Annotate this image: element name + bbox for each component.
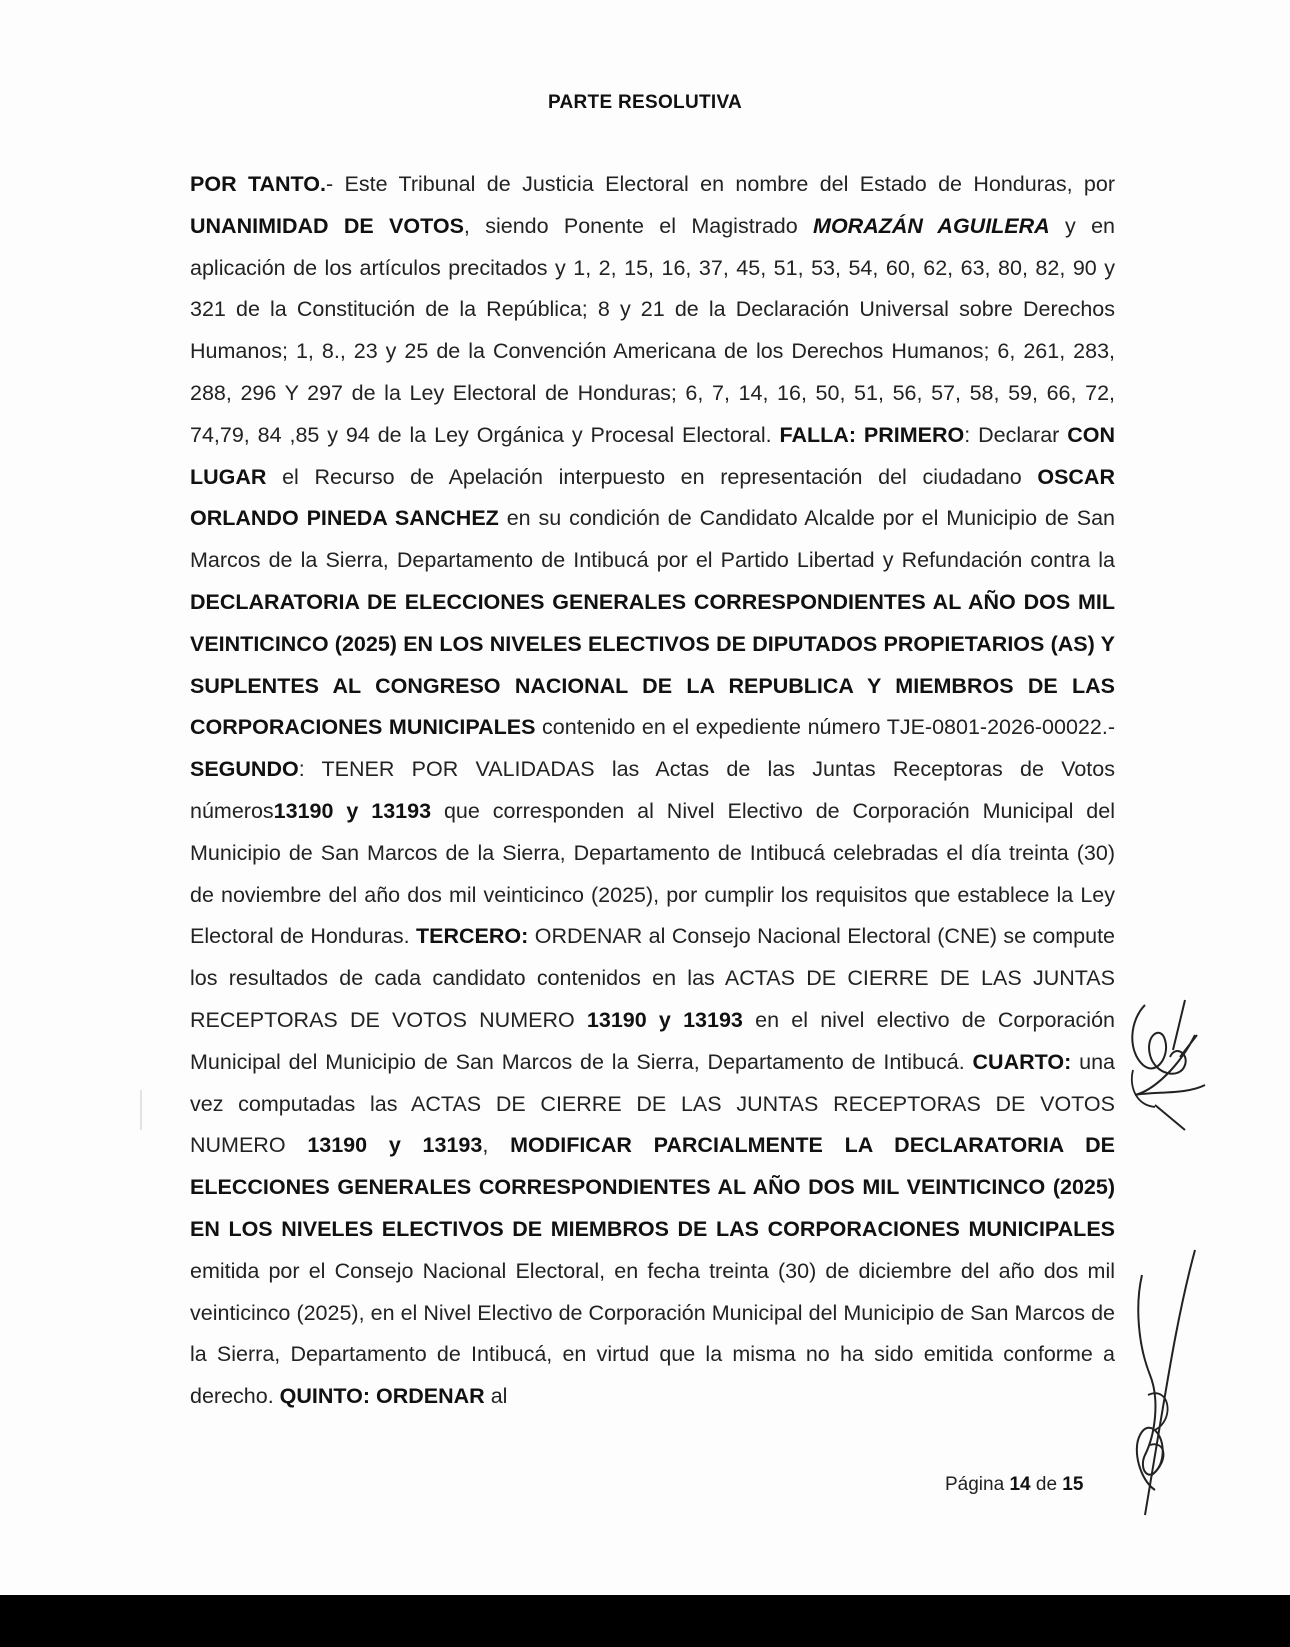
bold-run: TERCERO:	[416, 924, 529, 949]
text-run: emitida por el Consejo Nacional Electoral, en fecha treinta (30) de diciembre del año dos mil veinticinco (2025), en el Nivel Electivo de Corporación Municipal del Municipio de San Marcos de la Sierra, Departamento de Intibucá, en virtud que la misma no ha sido emitida conforme a derecho.	[190, 1258, 1115, 1409]
text-run: ,	[482, 1133, 511, 1158]
scan-mark	[140, 1090, 142, 1130]
bold-run: FALLA: PRIMERO	[779, 422, 965, 447]
bold-run: 13190 y 13193	[586, 1007, 743, 1032]
page-of: de	[1035, 1474, 1058, 1495]
bold-run: QUINTO: ORDENAR	[279, 1384, 485, 1409]
bold-run: 13190 y 13193	[307, 1133, 483, 1158]
text-run: en su condición de Candidato Alcalde por el Municipio de San Marcos de la Sierra, Departamento de Intibucá por el Partido Libertad y Refundación contra la	[190, 506, 1115, 573]
bold-run: SEGUNDO	[190, 757, 299, 782]
section-heading: PARTE RESOLUTIVA	[547, 92, 743, 113]
resolution-paragraph	[190, 164, 1115, 1418]
bold-run: MODIFICAR PARCIALMENTE LA DECLARATORIA DE ELECCIONES GENERALES CORRESPONDIENTES AL AÑO DOS MIL VEINTICINCO (2025) EN LOS NIVELES ELECTIVOS DE MIEMBROS DE LAS CORPORACIONES MUNICIPALES	[190, 1133, 1116, 1241]
text-run: : TENER POR VALIDADAS las Actas de las Juntas Receptoras de Votos números	[190, 757, 1115, 823]
bold-run: OSCAR ORLANDO PINEDA SANCHEZ	[190, 464, 1115, 531]
bold-run: CON LUGAR	[190, 422, 1116, 489]
bold-run: 13190 y 13193	[273, 798, 432, 823]
text-run: al	[484, 1384, 508, 1409]
text-run: ORDENAR al Consejo Nacional Electoral (CNE) se compute los resultados de cada candidato contenidos en las ACTAS DE CIERRE DE LAS JUNTAS RECEPTORAS DE VOTOS NUMERO	[190, 924, 1115, 1032]
text-run: una vez computadas las ACTAS DE CIERRE DE LAS JUNTAS RECEPTORAS DE VOTOS NUMERO	[190, 1049, 1115, 1158]
bold-run: CUARTO:	[972, 1049, 1072, 1074]
current-page: 14	[1009, 1474, 1031, 1495]
bold-run: MORAZÁN AGUILERA	[813, 213, 1050, 238]
scan-bottom-border	[0, 1595, 1290, 1647]
signature-initials-1	[1125, 995, 1215, 1135]
text-run: y en aplicación de los artículos precitados y 1, 2, 15, 16, 37, 45, 51, 53, 54, 60, 62, 63, 80, 82, 90 y 321 de la Constitución de la República; 8 y 21 de la Declaración Universal sobre Derechos Humanos; 1, 8., 23 y 25 de la Convención Americana de los Derechos Humanos; 6, 261, 283, 288, 296 Y 297 de la Ley Electoral de Honduras; 6, 7, 14, 16, 50, 51, 56, 57, 58, 59, 66, 72, 74,79, 84 ,85 y 94 de la Ley Orgánica y Procesal Electoral.	[190, 213, 1115, 447]
text-run: en el nivel electivo de Corporación Municipal del Municipio de San Marcos de la Sierra, Departamento de Intibucá.	[190, 1007, 1115, 1074]
page-number	[945, 1474, 1083, 1496]
page-label: Página	[945, 1474, 1005, 1495]
bold-run: POR TANTO.	[190, 172, 326, 196]
text-run: que corresponden al Nivel Electivo de Corporación Municipal del Municipio de San Marcos de la Sierra, Departamento de Intibucá celebradas el día treinta (30) de noviembre del año dos mil veinticinco (2025), por cumplir los requisitos que establece la Ley Electoral de Honduras.	[190, 798, 1115, 949]
text-run: - Este Tribunal de Justicia Electoral en nombre del Estado de Honduras, por	[326, 172, 1115, 196]
bold-run: UNANIMIDAD DE VOTOS	[190, 213, 464, 238]
text-run: : Declarar	[964, 422, 1068, 447]
text-run: , siendo Ponente el Magistrado	[463, 213, 814, 238]
bold-run: DECLARATORIA DE ELECCIONES GENERALES CORRESPONDIENTES AL AÑO DOS MIL VEINTICINCO (2025) EN LOS NIVELES ELECTIVOS DE DIPUTADOS PROPIETARIOS (AS) Y SUPLENTES AL CONGRESO NACIONAL DE LA REPUBLICA Y MIEMBROS DE LAS CORPORACIONES MUNICIPALES	[190, 589, 1115, 740]
text-run: el Recurso de Apelación interpuesto en representación del ciudadano	[266, 464, 1038, 489]
text-run: contenido en el expediente número TJE-0801-2026-00022.-	[535, 715, 1115, 740]
signature-initials-2	[1130, 1245, 1200, 1520]
total-pages: 15	[1062, 1474, 1084, 1495]
